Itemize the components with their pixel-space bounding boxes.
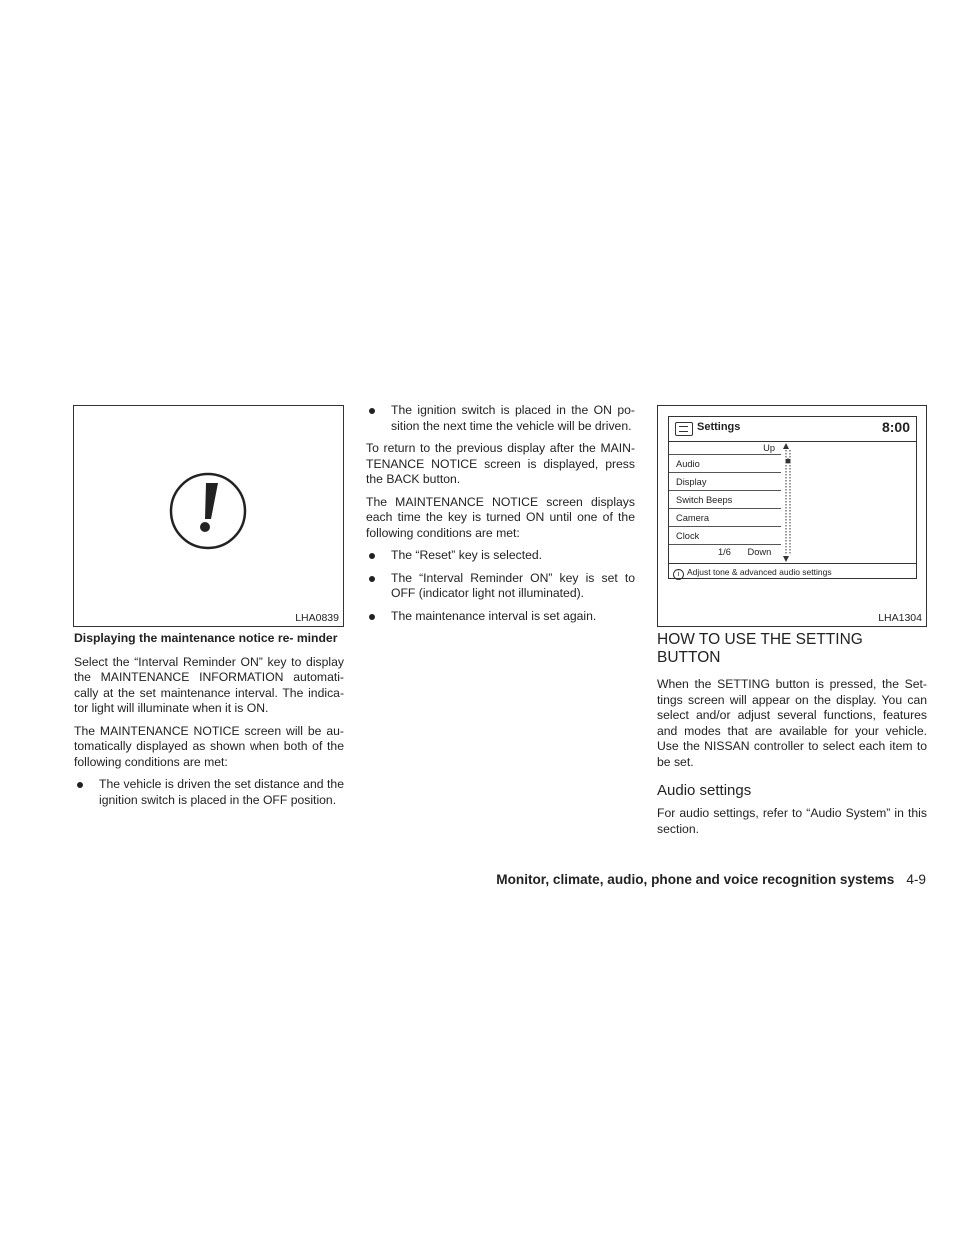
- paragraph: For audio settings, refer to “Audio System” in this section.: [657, 806, 927, 836]
- bullet-text: The vehicle is driven the set distance and the ignition switch is placed in the OFF position.: [99, 777, 344, 807]
- settings-menu-icon: [675, 422, 693, 436]
- list-item: [74, 777, 344, 808]
- bullet-icon: [369, 408, 375, 414]
- menu-item-audio[interactable]: Audio: [669, 455, 781, 473]
- menu-item-display[interactable]: Display: [669, 473, 781, 491]
- list-item: [366, 548, 635, 564]
- middle-column: [366, 403, 635, 631]
- page-indicator: 1/6: [718, 547, 731, 557]
- page-number: 4-9: [906, 872, 926, 887]
- settings-menu-list: [669, 441, 781, 560]
- list-item: [366, 571, 635, 602]
- scroll-down-label[interactable]: Down: [747, 547, 772, 557]
- paragraph: The MAINTENANCE NOTICE screen displays each time the key is turned ON until one of the following conditions are met:: [366, 494, 635, 540]
- scroll-up-label[interactable]: Up: [669, 441, 781, 455]
- bullet-text: The “Reset” key is selected.: [391, 548, 543, 562]
- bullet-icon: [369, 614, 375, 620]
- exclamation-icon: [74, 406, 345, 628]
- bullet-text: The maintenance interval is set again.: [391, 608, 597, 623]
- screen-title: Settings: [697, 421, 741, 433]
- bullet-icon: [77, 782, 83, 788]
- menu-item-switch-beeps[interactable]: Switch Beeps: [669, 491, 781, 509]
- menu-item-clock[interactable]: Clock: [669, 527, 781, 545]
- figure-code: LHA0839: [295, 612, 339, 624]
- menu-item-camera[interactable]: Camera: [669, 509, 781, 527]
- page-row: [669, 545, 781, 560]
- figure-code: LHA1304: [878, 612, 922, 624]
- list-item: [366, 609, 635, 625]
- info-icon: i: [673, 569, 684, 580]
- footer-title: Monitor, climate, audio, phone and voice recognition systems: [496, 872, 895, 887]
- screen-message: [669, 563, 916, 579]
- warning-figure: [73, 405, 344, 627]
- bullet-list: [366, 548, 635, 624]
- message-text: Adjust tone & advanced audio settings: [687, 567, 832, 577]
- clock-readout: 8:00: [881, 419, 910, 435]
- scrollbar[interactable]: [782, 442, 794, 564]
- paragraph: When the SETTING button is pressed, the Set- tings screen will appear on the display. You can select and/or adjust several functions, features and modes that are available for your vehicle. Use the NISSAN controller to select each item to be set.: [657, 677, 927, 769]
- bullet-text: The “Interval Reminder ON” key is set to OFF (indicator light not illuminated).: [391, 570, 635, 600]
- bullet-list: [366, 403, 635, 434]
- list-item: [366, 403, 635, 434]
- maintenance-heading: Displaying the maintenance notice re- minder: [74, 631, 338, 645]
- screen-header: [669, 417, 916, 442]
- bullet-text: The ignition switch is placed in the ON po- sition the next time the vehicle will be driven.: [391, 403, 635, 433]
- paragraph: To return to the previous display after the MAIN- TENANCE NOTICE screen is displayed, press the BACK button.: [366, 441, 635, 486]
- settings-figure: [657, 405, 927, 627]
- page-footer: [470, 872, 926, 888]
- sub-heading: Audio settings: [657, 782, 752, 799]
- settings-screen: [668, 416, 917, 579]
- paragraph: Select the “Interval Reminder ON” key to display the MAINTENANCE INFORMATION automati- cally at the set maintenance interval. The indica- tor light will illuminate when it is ON.: [74, 654, 344, 715]
- left-column: [74, 631, 344, 815]
- section-heading: HOW TO USE THE SETTING BUTTON: [657, 631, 863, 666]
- right-column: [657, 631, 927, 844]
- bullet-icon: [369, 576, 375, 582]
- paragraph: The MAINTENANCE NOTICE screen will be au- tomatically displayed as shown when both of the following conditions are met:: [74, 723, 344, 769]
- bullet-icon: [369, 553, 375, 559]
- bullet-list: [74, 777, 344, 808]
